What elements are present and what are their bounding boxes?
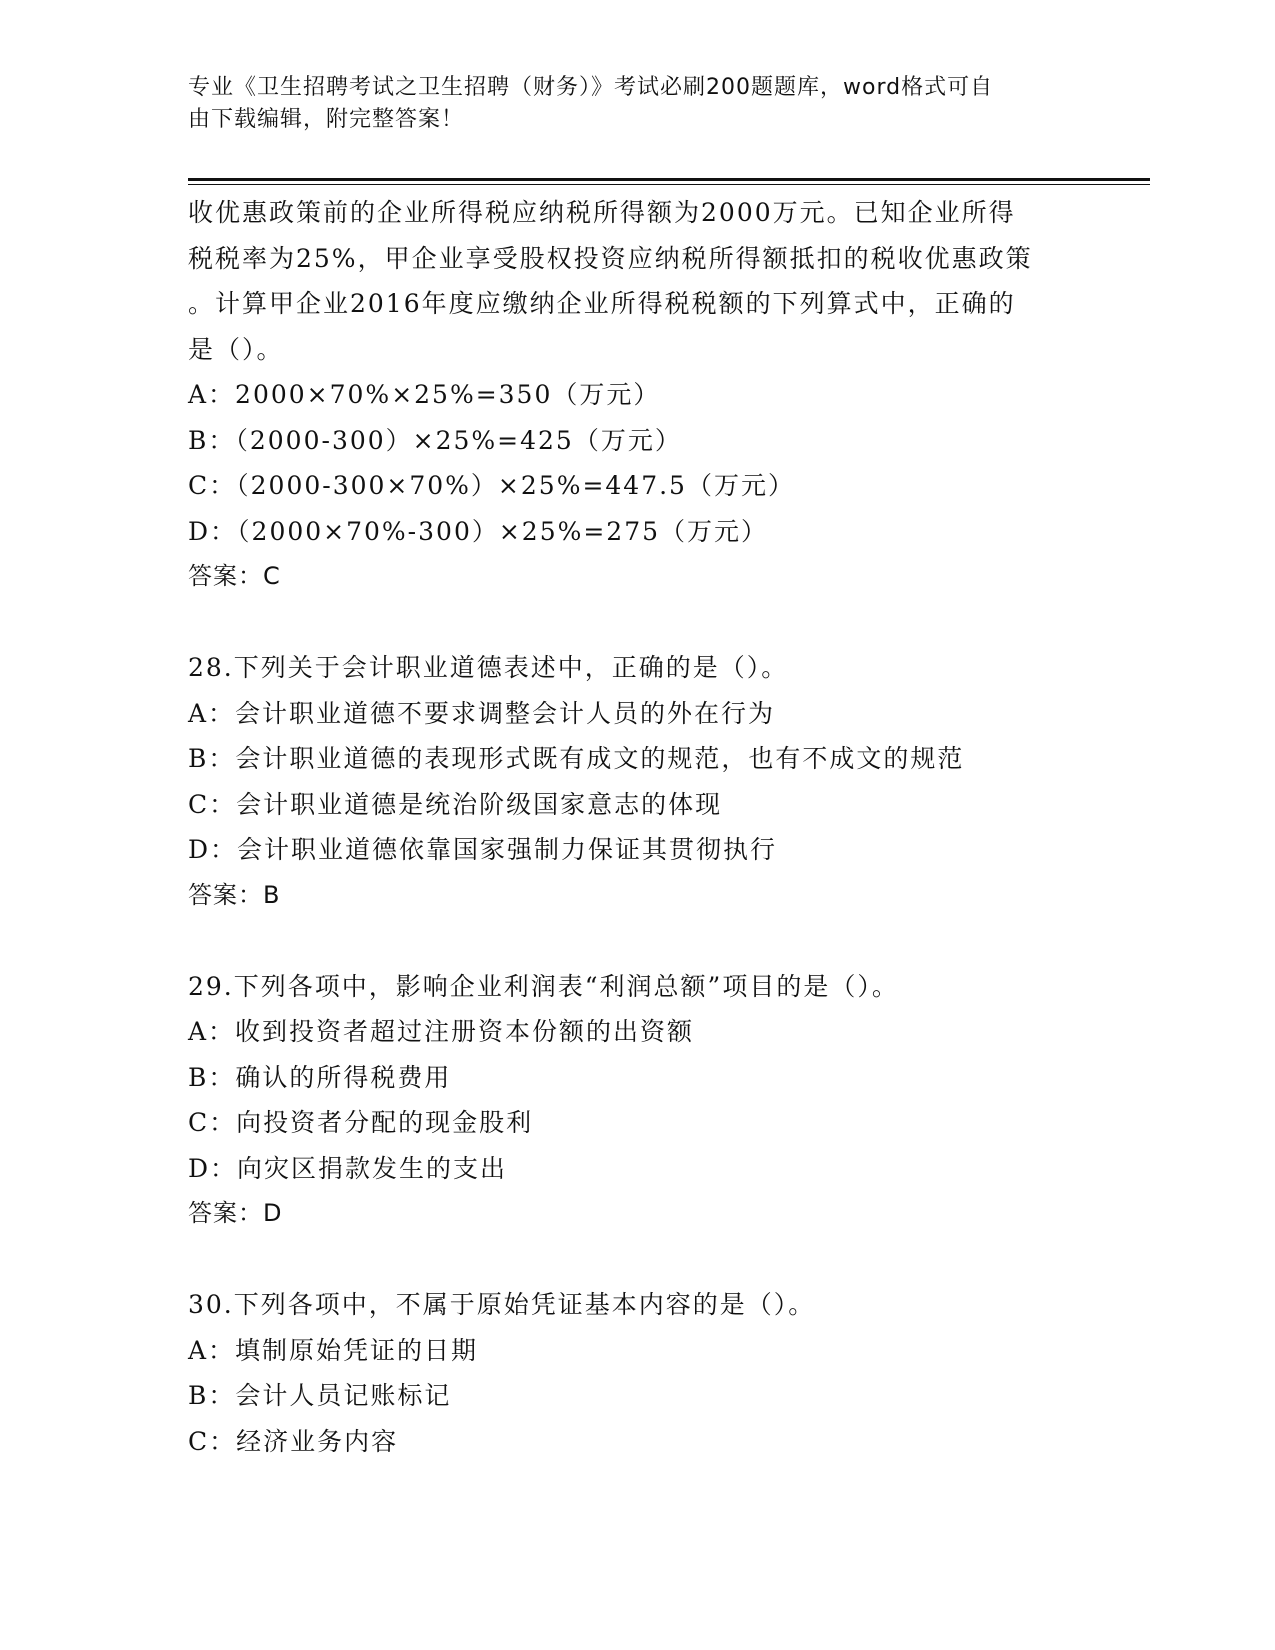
option-c: C：（2000-300×70%）×25%=447.5（万元） (188, 471, 795, 500)
question-stem-line: 是（）。 (188, 334, 284, 364)
question-spacer (188, 918, 1088, 964)
option-a: A：会计职业道德不要求调整会计人员的外在行为 (188, 698, 776, 728)
question-stem: 29.下列各项中，影响企业利润表“利润总额”项目的是（）。 (188, 971, 899, 1001)
option-b: B：会计人员记账标记 (188, 1381, 452, 1410)
option-a: A：收到投资者超过注册资本份额的出资额 (188, 1017, 695, 1046)
option-b: B：确认的所得税费用 (188, 1062, 452, 1092)
question-29 (188, 964, 1088, 1237)
answer-label: 答案：D (188, 1199, 283, 1227)
header-divider-thin (188, 184, 1150, 185)
option-a: A：2000×70%×25%=350（万元） (188, 380, 661, 409)
question-stem-line: 税税率为25%，甲企业享受股权投资应纳税所得额抵扣的税收优惠政策 (188, 243, 1033, 273)
question-stem: 28.下列关于会计职业道德表述中，正确的是（）。 (188, 653, 789, 682)
option-d: D：（2000×70%-300）×25%=275（万元） (188, 516, 769, 546)
question-30 (188, 1282, 1088, 1464)
question-stem: 30.下列各项中，不属于原始凭证基本内容的是（）。 (188, 1290, 816, 1319)
option-c: C：向投资者分配的现金股利 (188, 1108, 534, 1137)
option-d: D：会计职业道德依靠国家强制力保证其贯彻执行 (188, 835, 778, 864)
question-stem-line: 收优惠政策前的企业所得税应纳税所得额为2000万元。已知企业所得 (188, 198, 1016, 227)
question-content (188, 190, 1088, 1464)
option-b: B：（2000-300）×25%=425（万元） (188, 425, 682, 455)
question-stem-line: 。计算甲企业2016年度应缴纳企业所得税税额的下列算式中，正确的 (188, 289, 1016, 318)
option-c: C：经济业务内容 (188, 1426, 399, 1456)
question-28 (188, 645, 1088, 918)
question-spacer (188, 600, 1088, 646)
option-d: D：向灾区捐款发生的支出 (188, 1153, 508, 1183)
option-b: B：会计职业道德的表现形式既有成文的规范，也有不成文的规范 (188, 744, 965, 773)
answer-label: 答案：B (188, 880, 281, 909)
option-c: C：会计职业道德是统治阶级国家意志的体现 (188, 789, 723, 819)
header-line-1: 专业《卫生招聘考试之卫生招聘（财务）》考试必刷200题题库，word格式可自 (188, 75, 994, 100)
option-a: A：填制原始凭证的日期 (188, 1335, 479, 1365)
header-divider-thick (188, 178, 1150, 181)
header-line-2: 由下载编辑，附完整答案！ (188, 107, 465, 132)
question-spacer (188, 1237, 1088, 1283)
answer-label: 答案：C (188, 562, 281, 590)
document-header (188, 72, 1068, 136)
question-27 (188, 190, 1088, 600)
